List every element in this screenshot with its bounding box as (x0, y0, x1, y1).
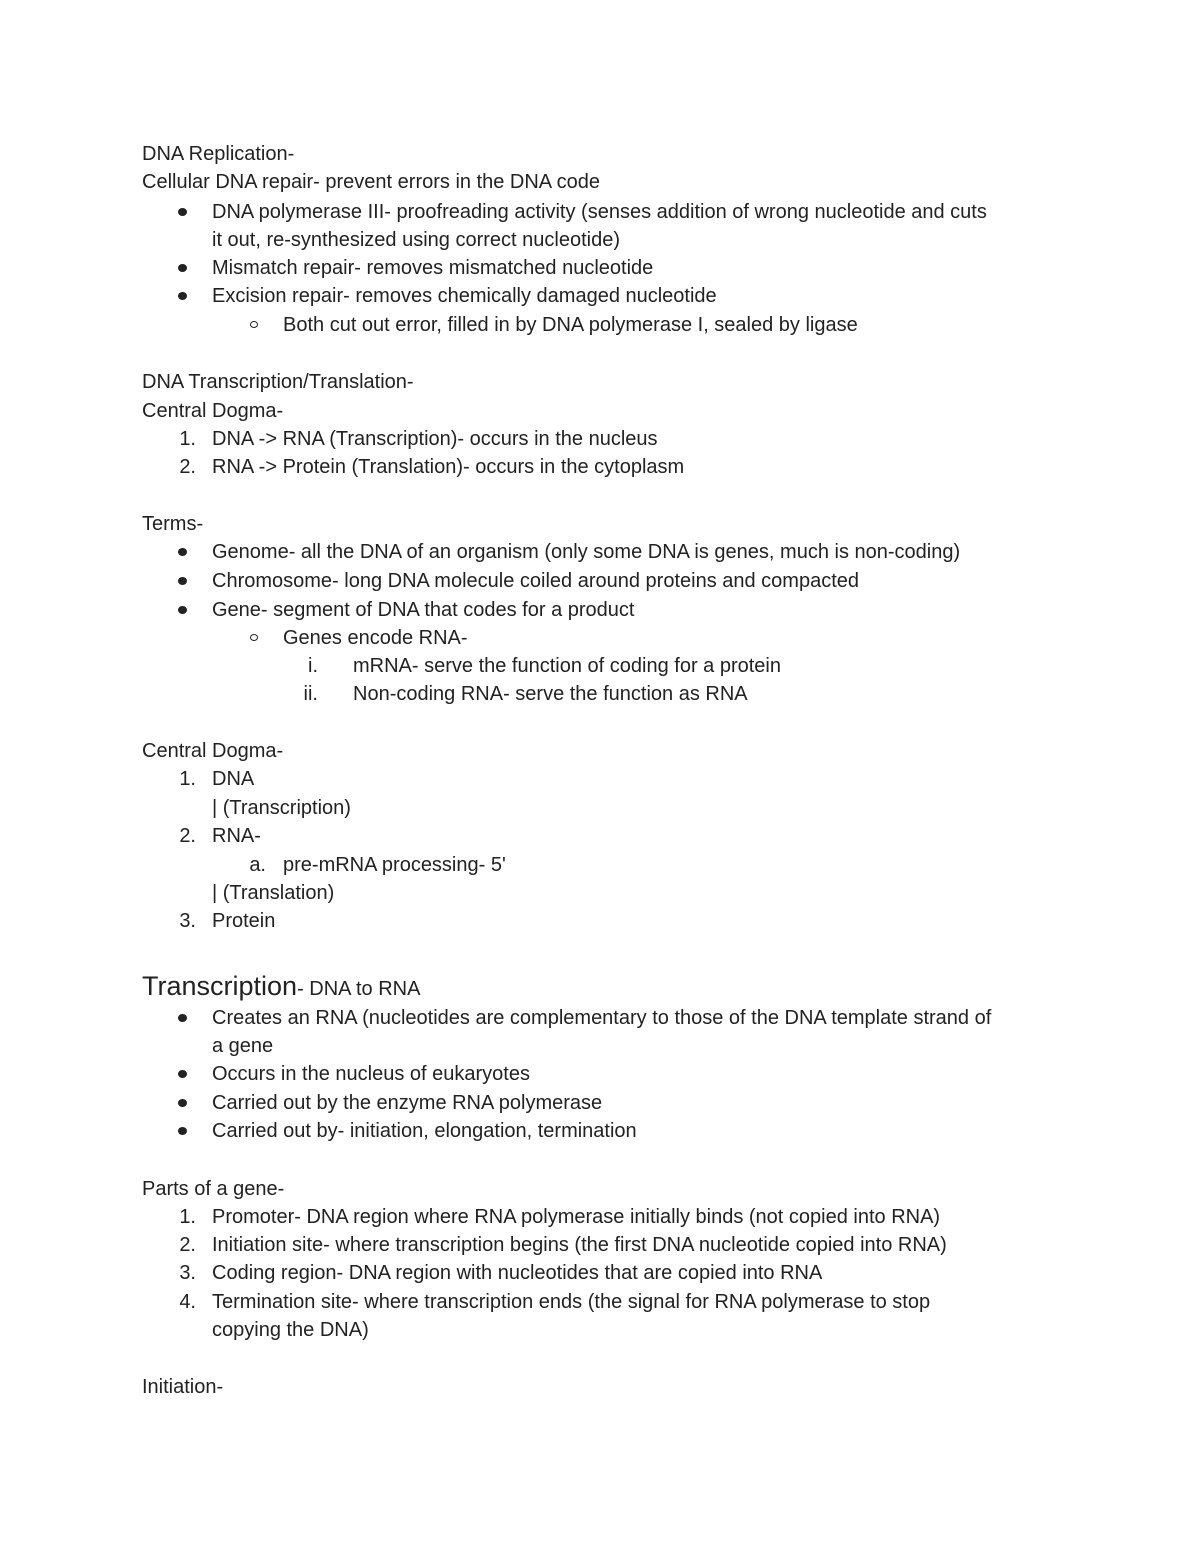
heading-dna-transcription-translation: DNA Transcription/Translation- (142, 371, 414, 393)
item-number: 2. (179, 1234, 196, 1256)
bullet-text: DNA polymerase III- proofreading activity (senses addition of wrong nucleotide and cuts (212, 201, 987, 223)
arrow-translation: | (Translation) (212, 882, 335, 904)
bullet-text: Genome- all the DNA of an organism (only some DNA is genes, much is non-coding) (212, 541, 961, 563)
item-text: Non-coding RNA- serve the function as RNA (353, 683, 748, 705)
title-word: Transcription (142, 971, 298, 1001)
item-text: RNA- (212, 825, 261, 847)
heading-dna-replication: DNA Replication- (142, 143, 295, 165)
heading-terms: Terms- (142, 513, 204, 535)
subheading-cellular-dna-repair: Cellular DNA repair- prevent errors in the DNA code (142, 171, 600, 193)
item-number: 4. (179, 1291, 196, 1313)
item-text: Termination site- where transcription ends (the signal for RNA polymerase to stop (212, 1291, 931, 1313)
title-suffix: - DNA to RNA (297, 978, 421, 1000)
item-number: 2. (179, 825, 196, 847)
item-number: 1. (179, 428, 196, 450)
item-text: DNA -> RNA (Transcription)- occurs in the nucleus (212, 428, 658, 450)
subheading-central-dogma: Central Dogma- (142, 400, 284, 422)
bullet-text: Occurs in the nucleus of eukaryotes (212, 1063, 530, 1085)
bullet-text: Mismatch repair- removes mismatched nucleotide (212, 257, 654, 279)
heading-central-dogma: Central Dogma- (142, 740, 284, 762)
heading-initiation: Initiation- (142, 1376, 224, 1398)
bullet-text: Carried out by- initiation, elongation, termination (212, 1120, 637, 1142)
bullet-text-continued: a gene (212, 1035, 274, 1057)
section-title-transcription (142, 968, 420, 1004)
item-text: RNA -> Protein (Translation)- occurs in the cytoplasm (212, 456, 685, 478)
item-number: 2. (179, 456, 196, 478)
sub-bullet-text: Genes encode RNA- (283, 627, 468, 649)
item-number: 1. (179, 1206, 196, 1228)
bullet-text-continued: it out, re-synthesized using correct nucleotide) (212, 229, 620, 251)
item-text: DNA (212, 768, 255, 790)
heading-parts-of-a-gene: Parts of a gene- (142, 1178, 285, 1200)
sub-bullet-text: Both cut out error, filled in by DNA polymerase I, sealed by ligase (283, 314, 858, 336)
bullet-text: Gene- segment of DNA that codes for a product (212, 599, 635, 621)
item-number: 3. (179, 1262, 196, 1284)
item-number: ii. (303, 683, 318, 705)
item-text: Initiation site- where transcription begins (the first DNA nucleotide copied into RNA) (212, 1234, 947, 1256)
item-number: i. (308, 655, 318, 677)
item-text-continued: copying the DNA) (212, 1319, 369, 1341)
item-text: Coding region- DNA region with nucleotides that are copied into RNA (212, 1262, 823, 1284)
bullet-text: Excision repair- removes chemically damaged nucleotide (212, 285, 717, 307)
item-text: pre-mRNA processing- 5' (283, 854, 506, 876)
item-number: 1. (179, 768, 196, 790)
item-number: 3. (179, 910, 196, 932)
item-text: Promoter- DNA region where RNA polymerase initially binds (not copied into RNA) (212, 1206, 941, 1228)
item-letter: a. (249, 854, 266, 876)
bullet-text: Carried out by the enzyme RNA polymerase (212, 1092, 603, 1114)
bullet-text: Creates an RNA (nucleotides are complementary to those of the DNA template strand of (212, 1007, 992, 1029)
arrow-transcription: | (Transcription) (212, 797, 351, 819)
item-text: Protein (212, 910, 276, 932)
item-text: mRNA- serve the function of coding for a protein (353, 655, 781, 677)
bullet-text: Chromosome- long DNA molecule coiled around proteins and compacted (212, 570, 860, 592)
